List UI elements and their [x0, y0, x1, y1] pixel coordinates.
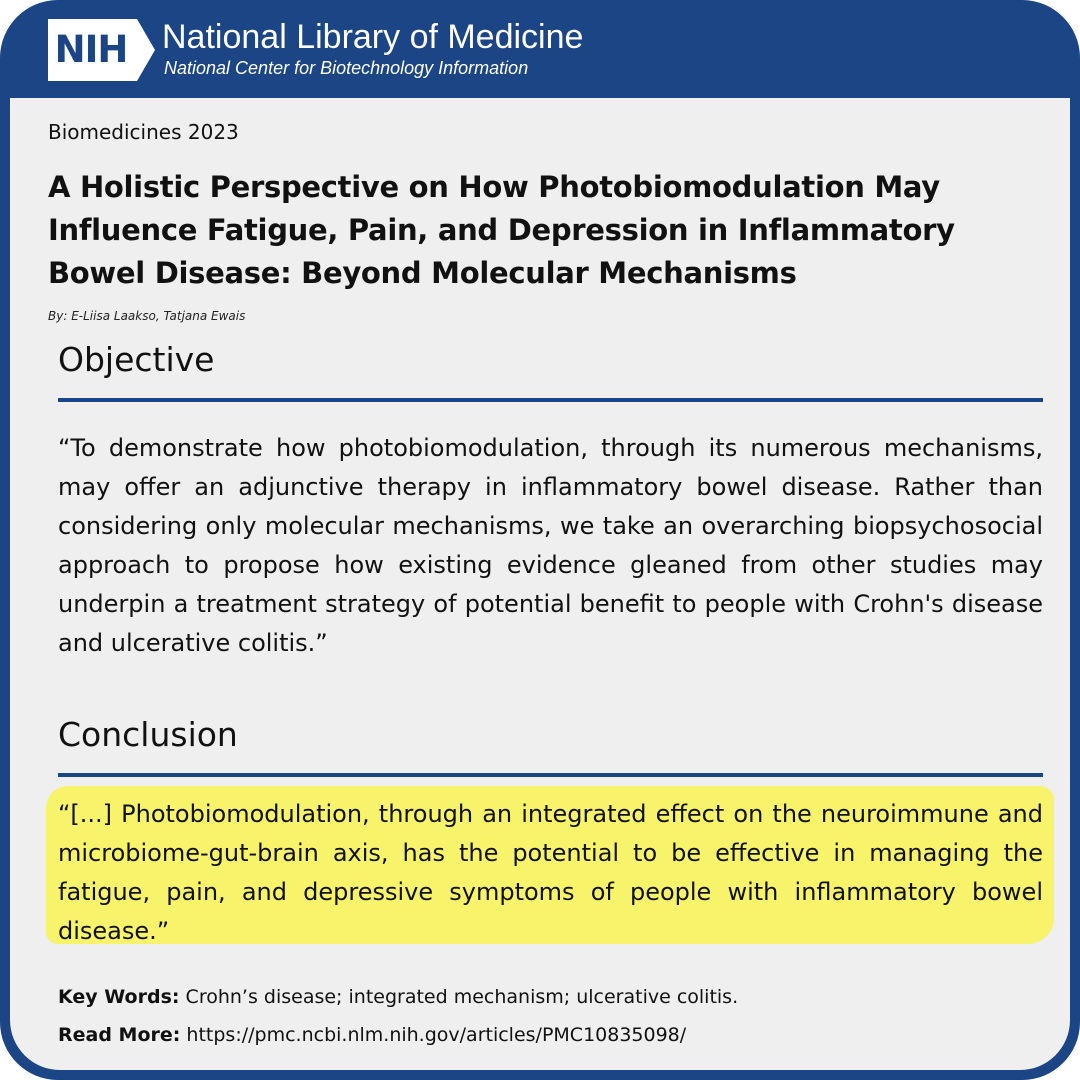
read-more-line: [58, 1024, 686, 1046]
objective-text: “To demonstrate how photobiomodulation, through its numerous mechanisms, may offer an adjunctive therapy in inflammatory bowel disease. Rather than considering only molecular mechanisms, we take an overarching biopsychosocial approach to propose how existing evidence gleaned from other studies may underpin a treatment strategy of potential benefit to people with Crohn's disease and ulcerative colitis.”: [58, 434, 1043, 657]
objective-divider: [58, 398, 1043, 402]
read-more-link[interactable]: https://pmc.ncbi.nlm.nih.gov/articles/PMC10835098/: [186, 1024, 687, 1046]
conclusion-text: “[...] Photobiomodulation, through an integrated effect on the neuroimmune and microbiome-gut-brain axis, has the potential to be effective in managing the fatigue, pain, and depressive symptoms of people with inflammatory bowel disease.”: [58, 800, 1043, 945]
conclusion-heading: Conclusion: [58, 715, 238, 754]
read-more-label: Read More:: [58, 1024, 181, 1046]
article-authors: By: E-Liisa Laakso, Tatjana Ewais: [48, 309, 246, 323]
article-title: A Holistic Perspective on How Photobiomodulation May Influence Fatigue, Pain, and Depression in Inflammatory Bowel Disease: Beyond Molecular Mechanisms: [48, 170, 955, 290]
conclusion-divider: [58, 773, 1043, 777]
journal-name: Biomedicines 2023: [48, 120, 239, 144]
nih-logo: [48, 19, 134, 81]
org-title: National Library of Medicine: [162, 18, 584, 56]
keywords-value: Crohn’s disease; integrated mechanism; ulcerative colitis.: [185, 986, 739, 1008]
nih-logo-text: NIH: [54, 28, 128, 71]
keywords-label: Key Words:: [58, 986, 180, 1008]
nih-logo-chevron-icon: [133, 19, 155, 81]
org-subtitle: National Center for Biotechnology Information: [164, 58, 529, 78]
keywords-line: [58, 986, 738, 1008]
objective-heading: Objective: [58, 340, 215, 379]
